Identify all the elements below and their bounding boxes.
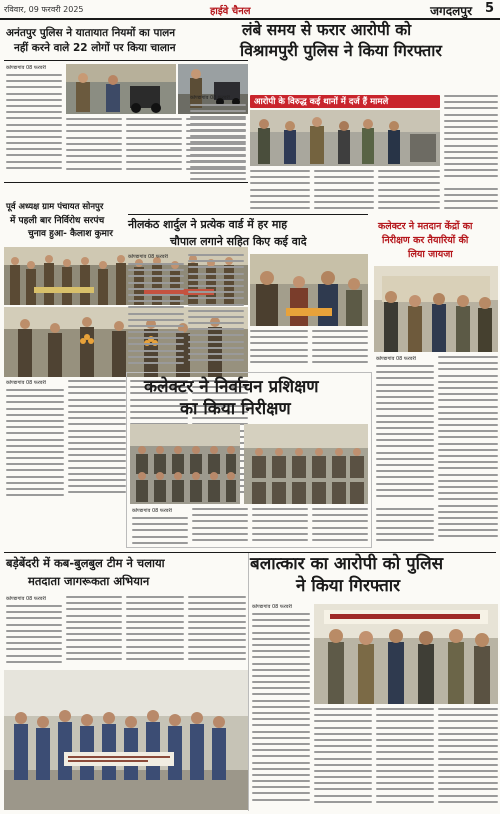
headline-traffic-line1: अनंतपुर पुलिस ने यातायात नियमों का पालन — [6, 27, 176, 39]
story-text-collector-voting-col3 — [376, 508, 434, 546]
story-text-neelkanth-col1 — [128, 263, 184, 368]
headline-neelkanth-line2: चौपाल लगाने सहित किए कई वादे — [170, 235, 307, 248]
photo-collector-training-class — [244, 424, 368, 504]
photo-traffic-police — [66, 64, 176, 114]
paper-name: हाईवे चैनल — [210, 6, 251, 17]
story-text-sonpur-col2 — [68, 380, 126, 501]
story-text-bulbul-col3 — [126, 596, 184, 665]
story-text-bulbul-col1 — [6, 605, 62, 665]
story-text-collector-training-col3 — [252, 508, 308, 545]
photo-absconder-group — [250, 110, 440, 166]
story-text-absconder-col4 — [378, 170, 440, 212]
headline-absconder-line1: लंबे समय से फरार आरोपी को — [242, 21, 412, 39]
headline-sonpur-line3: चुनाव हुआ- कैलाश कुमार — [28, 229, 113, 239]
story-text-neelkanth-col4 — [312, 330, 368, 368]
subhead-banner-absconder — [250, 95, 440, 108]
story-text-absconder-col3 — [314, 170, 374, 212]
story-text-accused-col4 — [438, 708, 498, 808]
story-text-traffic-col2 — [66, 118, 122, 174]
headline-bulbul-line2: मतदाता जागरूकता अभियान — [28, 574, 150, 588]
story-text-neelkanth-col2 — [188, 254, 244, 368]
dateline-collector-voting: कोण्डागांव 08 फरवरी — [376, 356, 416, 362]
dateline-absconder: कोण्डागांव 08 फरवरी — [190, 95, 230, 101]
headline-collector-voting-line2: निरीक्षण कर तैयारियों की — [382, 235, 469, 246]
photo-accused-police-station — [314, 604, 498, 704]
story-text-traffic-col1 — [6, 74, 62, 174]
headline-traffic-line2: नहीं करने वाले 22 लोगों पर किया चालान — [14, 42, 176, 54]
headline-collector-training-line2: का किया निरीक्षण — [180, 399, 291, 419]
story-text-bulbul-col2 — [66, 596, 122, 665]
photo-bulbul-students — [4, 670, 248, 810]
dateline-sonpur: कोण्डागांव 08 फरवरी — [6, 380, 46, 386]
headline-absconder-line2: विश्रामपुरी पुलिस ने किया गिरफ्तार — [240, 41, 442, 60]
story-text-bulbul-col4 — [188, 596, 246, 665]
dateline-bulbul: कोण्डागांव 08 फरवरी — [6, 596, 46, 602]
story-text-neelkanth-col3 — [250, 330, 308, 368]
page-number: 5 — [484, 1, 494, 16]
headline-accused-line1: बलात्कार का आरोपी को पुलिस — [250, 554, 444, 574]
story-text-accused-col3 — [376, 708, 434, 808]
story-text-traffic-col3 — [126, 118, 182, 174]
story-text-collector-voting-col2 — [438, 356, 498, 546]
photo-collector-training-hall — [130, 424, 240, 504]
story-text-collector-training-col2 — [192, 508, 248, 545]
headline-neelkanth-line1: नीलकंठ शार्दुल ने प्रत्येक वार्ड में हर माह — [128, 218, 288, 231]
story-text-collector-training-col1 — [132, 517, 188, 545]
story-text-collector-voting-col1 — [376, 365, 434, 505]
headline-collector-voting-line3: लिया जायजा — [408, 249, 453, 260]
photo-collector-polling-centre — [374, 266, 498, 352]
story-text-absconder-col5 — [444, 188, 498, 212]
story-text-accused-col2 — [314, 708, 372, 808]
dateline-accused: कोण्डागांव 08 फरवरी — [252, 604, 292, 610]
story-text-absconder-col2 — [250, 170, 310, 212]
dateline-traffic: कोण्डागांव 08 फरवरी — [6, 65, 46, 71]
edition-city: जगदलपुर — [430, 4, 472, 18]
headline-collector-training-line1: कलेक्टर ने निर्वाचन प्रशिक्षण — [144, 377, 319, 397]
photo-neelkanth-chaupal — [250, 254, 368, 326]
headline-sonpur-line2: में पहली बार निर्विरोध सरपंच — [10, 216, 105, 226]
headline-sonpur-line1: पूर्व अध्यक्ष ग्राम पंचायत सोनपुर — [6, 202, 104, 212]
dateline-collector-training: कोण्डागांव 08 फरवरी — [132, 508, 172, 514]
subhead-absconder: आरोपी के विरुद्ध कई थानों में दर्ज हैं मामले — [254, 97, 389, 107]
headline-accused-line2: ने किया गिरफ्तार — [296, 576, 401, 596]
masthead — [0, 0, 500, 20]
column-divider — [248, 553, 249, 811]
story-text-sonpur-col1 — [6, 389, 64, 501]
story-text-absconder-right — [444, 95, 498, 185]
dateline-neelkanth: कोण्डागांव 08 फरवरी — [128, 254, 168, 260]
story-text-accused-col1 — [252, 613, 310, 809]
story-text-absconder-col1 — [190, 104, 246, 184]
story-text-collector-training-col4 — [312, 508, 368, 545]
issue-date: रविवार, 09 फरवरी 2025 — [4, 5, 84, 14]
headline-bulbul-line1: बड़ेबेंदरी में कब-बुलबुल टीम ने चलाया — [6, 556, 165, 570]
headline-collector-voting-line1: कलेक्टर ने मतदान केंद्रों का — [378, 221, 473, 232]
